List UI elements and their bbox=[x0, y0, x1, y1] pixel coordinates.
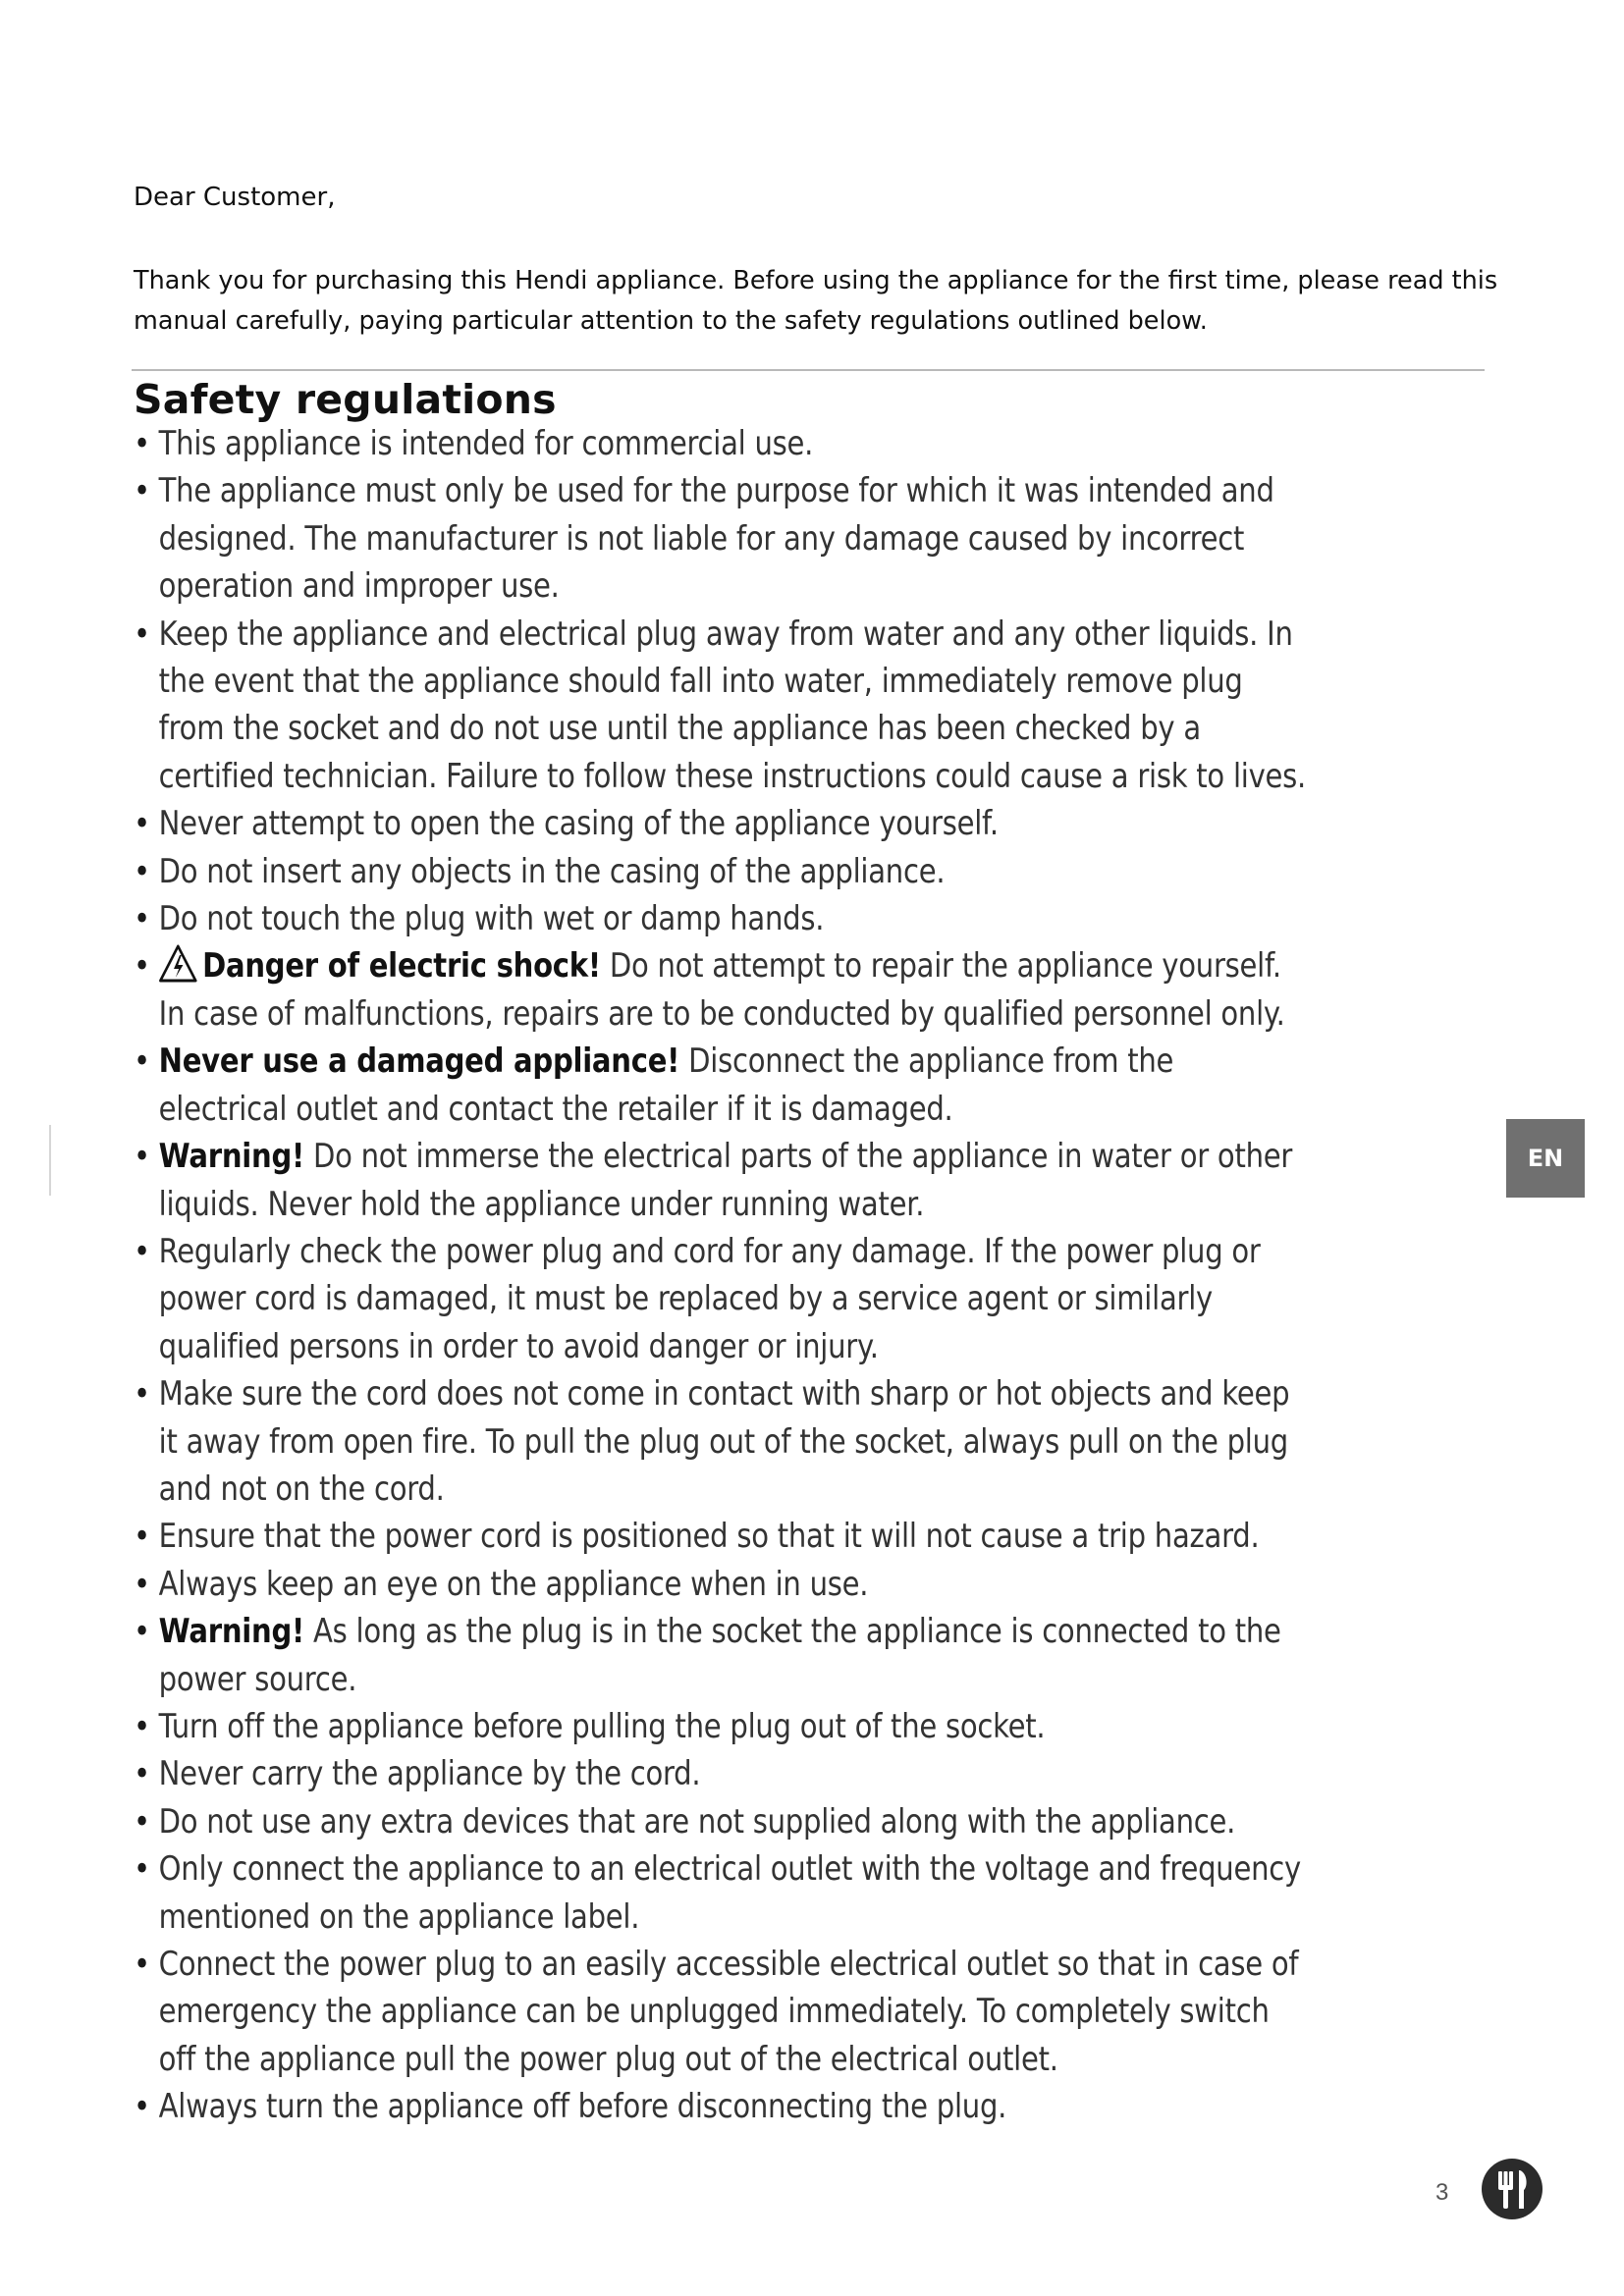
safety-rule-item bbox=[134, 2083, 1309, 2130]
bullet-icon: • bbox=[134, 1231, 150, 1271]
rule-text: Make sure the cord does not come in contact with sharp or hot objects and keep it away from open fire. To pull the plug out of the socket, always pull on the plug and not on the cord. bbox=[158, 1374, 1290, 1509]
intro-paragraph: Thank you for purchasing this Hendi appliance. Before using the appliance for the first time, please read this manual carefully, paying particular attention to the safety regulations outlined below. bbox=[134, 266, 1498, 336]
rule-text: Regularly check the power plug and cord for any damage. If the power plug or power cord is damaged, it must be replaced by a service agent or similarly qualified persons in order to avoid danger or injury. bbox=[158, 1231, 1261, 1366]
page-number: 3 bbox=[1435, 2179, 1449, 2206]
rule-text: Never carry the appliance by the cord. bbox=[158, 1754, 701, 1794]
rule-text: Never attempt to open the casing of the appliance yourself. bbox=[158, 804, 999, 844]
bullet-icon: • bbox=[134, 614, 150, 654]
rule-text: Connect the power plug to an easily accessible electrical outlet so that in case of emergency the appliance can be unplugged immediately. To completely switch off the appliance pull the power plug out of the electrical outlet. bbox=[158, 1945, 1299, 2079]
bullet-icon: • bbox=[134, 1754, 150, 1794]
safety-rules-list bbox=[134, 420, 1309, 2131]
bullet-icon: • bbox=[134, 851, 150, 891]
safety-rule-item bbox=[134, 942, 1309, 1038]
bullet-icon: • bbox=[134, 1612, 150, 1652]
language-tab-label: EN bbox=[1527, 1145, 1564, 1172]
rule-emphasis: Warning! bbox=[158, 1137, 305, 1177]
safety-rule-item bbox=[134, 420, 1309, 467]
rule-text: Disconnect the appliance from the electrical outlet and contact the retailer if it is damaged. bbox=[158, 1041, 1174, 1129]
rule-text: Ensure that the power cord is positioned so that it will not cause a trip hazard. bbox=[158, 1517, 1260, 1557]
safety-rule-item bbox=[134, 895, 1309, 942]
bullet-icon: • bbox=[134, 1706, 150, 1746]
rule-text: Always turn the appliance off before disconnecting the plug. bbox=[158, 2087, 1007, 2127]
safety-rule-item bbox=[134, 1703, 1309, 1750]
rule-text: Turn off the appliance before pulling the plug out of the socket. bbox=[158, 1706, 1046, 1746]
bullet-icon: • bbox=[134, 1945, 150, 1984]
safety-rule-item bbox=[134, 1941, 1309, 2083]
bullet-icon: • bbox=[134, 1041, 150, 1082]
safety-rule-item bbox=[134, 800, 1309, 847]
bullet-icon: • bbox=[134, 899, 150, 939]
bullet-icon: • bbox=[134, 1137, 150, 1177]
safety-rule-item bbox=[134, 467, 1309, 610]
rule-emphasis: Danger of electric shock! bbox=[202, 946, 601, 987]
rule-text: Always keep an eye on the appliance when in use. bbox=[158, 1564, 869, 1604]
safety-rule-item bbox=[134, 611, 1309, 801]
rule-text: Do not insert any objects in the casing of the appliance. bbox=[158, 851, 946, 891]
safety-rule-item bbox=[134, 1513, 1309, 1560]
safety-rule-item bbox=[134, 1133, 1309, 1228]
safety-rule-item bbox=[134, 1561, 1309, 1608]
fork-knife-logo-icon bbox=[1481, 2158, 1543, 2220]
section-title: Safety regulations bbox=[134, 376, 557, 423]
bullet-icon: • bbox=[134, 1801, 150, 1842]
rule-text: Do not touch the plug with wet or damp hands. bbox=[158, 899, 825, 939]
safety-rule-item bbox=[134, 848, 1309, 895]
safety-rule-item bbox=[134, 1370, 1309, 1513]
bullet-icon: • bbox=[134, 804, 150, 844]
rule-text: As long as the plug is in the socket the appliance is connected to the power source. bbox=[158, 1612, 1281, 1699]
rule-text: Do not immerse the electrical parts of the appliance in water or other liquids. Never hold the appliance under running water. bbox=[158, 1137, 1293, 1224]
bullet-icon: • bbox=[134, 1517, 150, 1557]
rule-text: Only connect the appliance to an electrical outlet with the voltage and frequency mentioned on the appliance label. bbox=[158, 1849, 1301, 1937]
bullet-icon: • bbox=[134, 424, 150, 463]
safety-rule-item bbox=[134, 1798, 1309, 1845]
language-tab bbox=[1506, 1119, 1585, 1198]
bullet-icon: • bbox=[134, 1374, 150, 1415]
bullet-icon: • bbox=[134, 946, 150, 987]
electric-hazard-icon bbox=[159, 943, 197, 983]
greeting: Dear Customer, bbox=[134, 183, 336, 212]
safety-rule-item bbox=[134, 1038, 1309, 1133]
safety-rule-item bbox=[134, 1228, 1309, 1370]
rule-text: The appliance must only be used for the purpose for which it was intended and designed. The manufacturer is not liable for any damage caused by incorrect operation and improper use. bbox=[158, 471, 1274, 607]
bullet-icon: • bbox=[134, 1849, 150, 1890]
bullet-icon: • bbox=[134, 1564, 150, 1604]
bullet-icon: • bbox=[134, 2087, 150, 2127]
safety-rule-item bbox=[134, 1845, 1309, 1941]
rule-text: Keep the appliance and electrical plug away from water and any other liquids. In the event that the appliance should fall into water, immediately remove plug from the socket and do not use until the appliance has been checked by a certified technician. Failure to follow these instructions could cause a risk to lives. bbox=[158, 614, 1307, 796]
rule-text: Do not attempt to repair the appliance yourself. In case of malfunctions, repairs are to be conducted by qualified personnel only. bbox=[158, 946, 1285, 1034]
rule-text: Do not use any extra devices that are not supplied along with the appliance. bbox=[158, 1801, 1236, 1842]
margin-mark bbox=[49, 1125, 51, 1196]
rule-emphasis: Warning! bbox=[158, 1612, 305, 1652]
rule-emphasis: Never use a damaged appliance! bbox=[158, 1041, 680, 1082]
bullet-icon: • bbox=[134, 471, 150, 511]
safety-rule-item bbox=[134, 1750, 1309, 1797]
rule-text: This appliance is intended for commercial use. bbox=[158, 424, 814, 463]
safety-rule-item bbox=[134, 1608, 1309, 1703]
